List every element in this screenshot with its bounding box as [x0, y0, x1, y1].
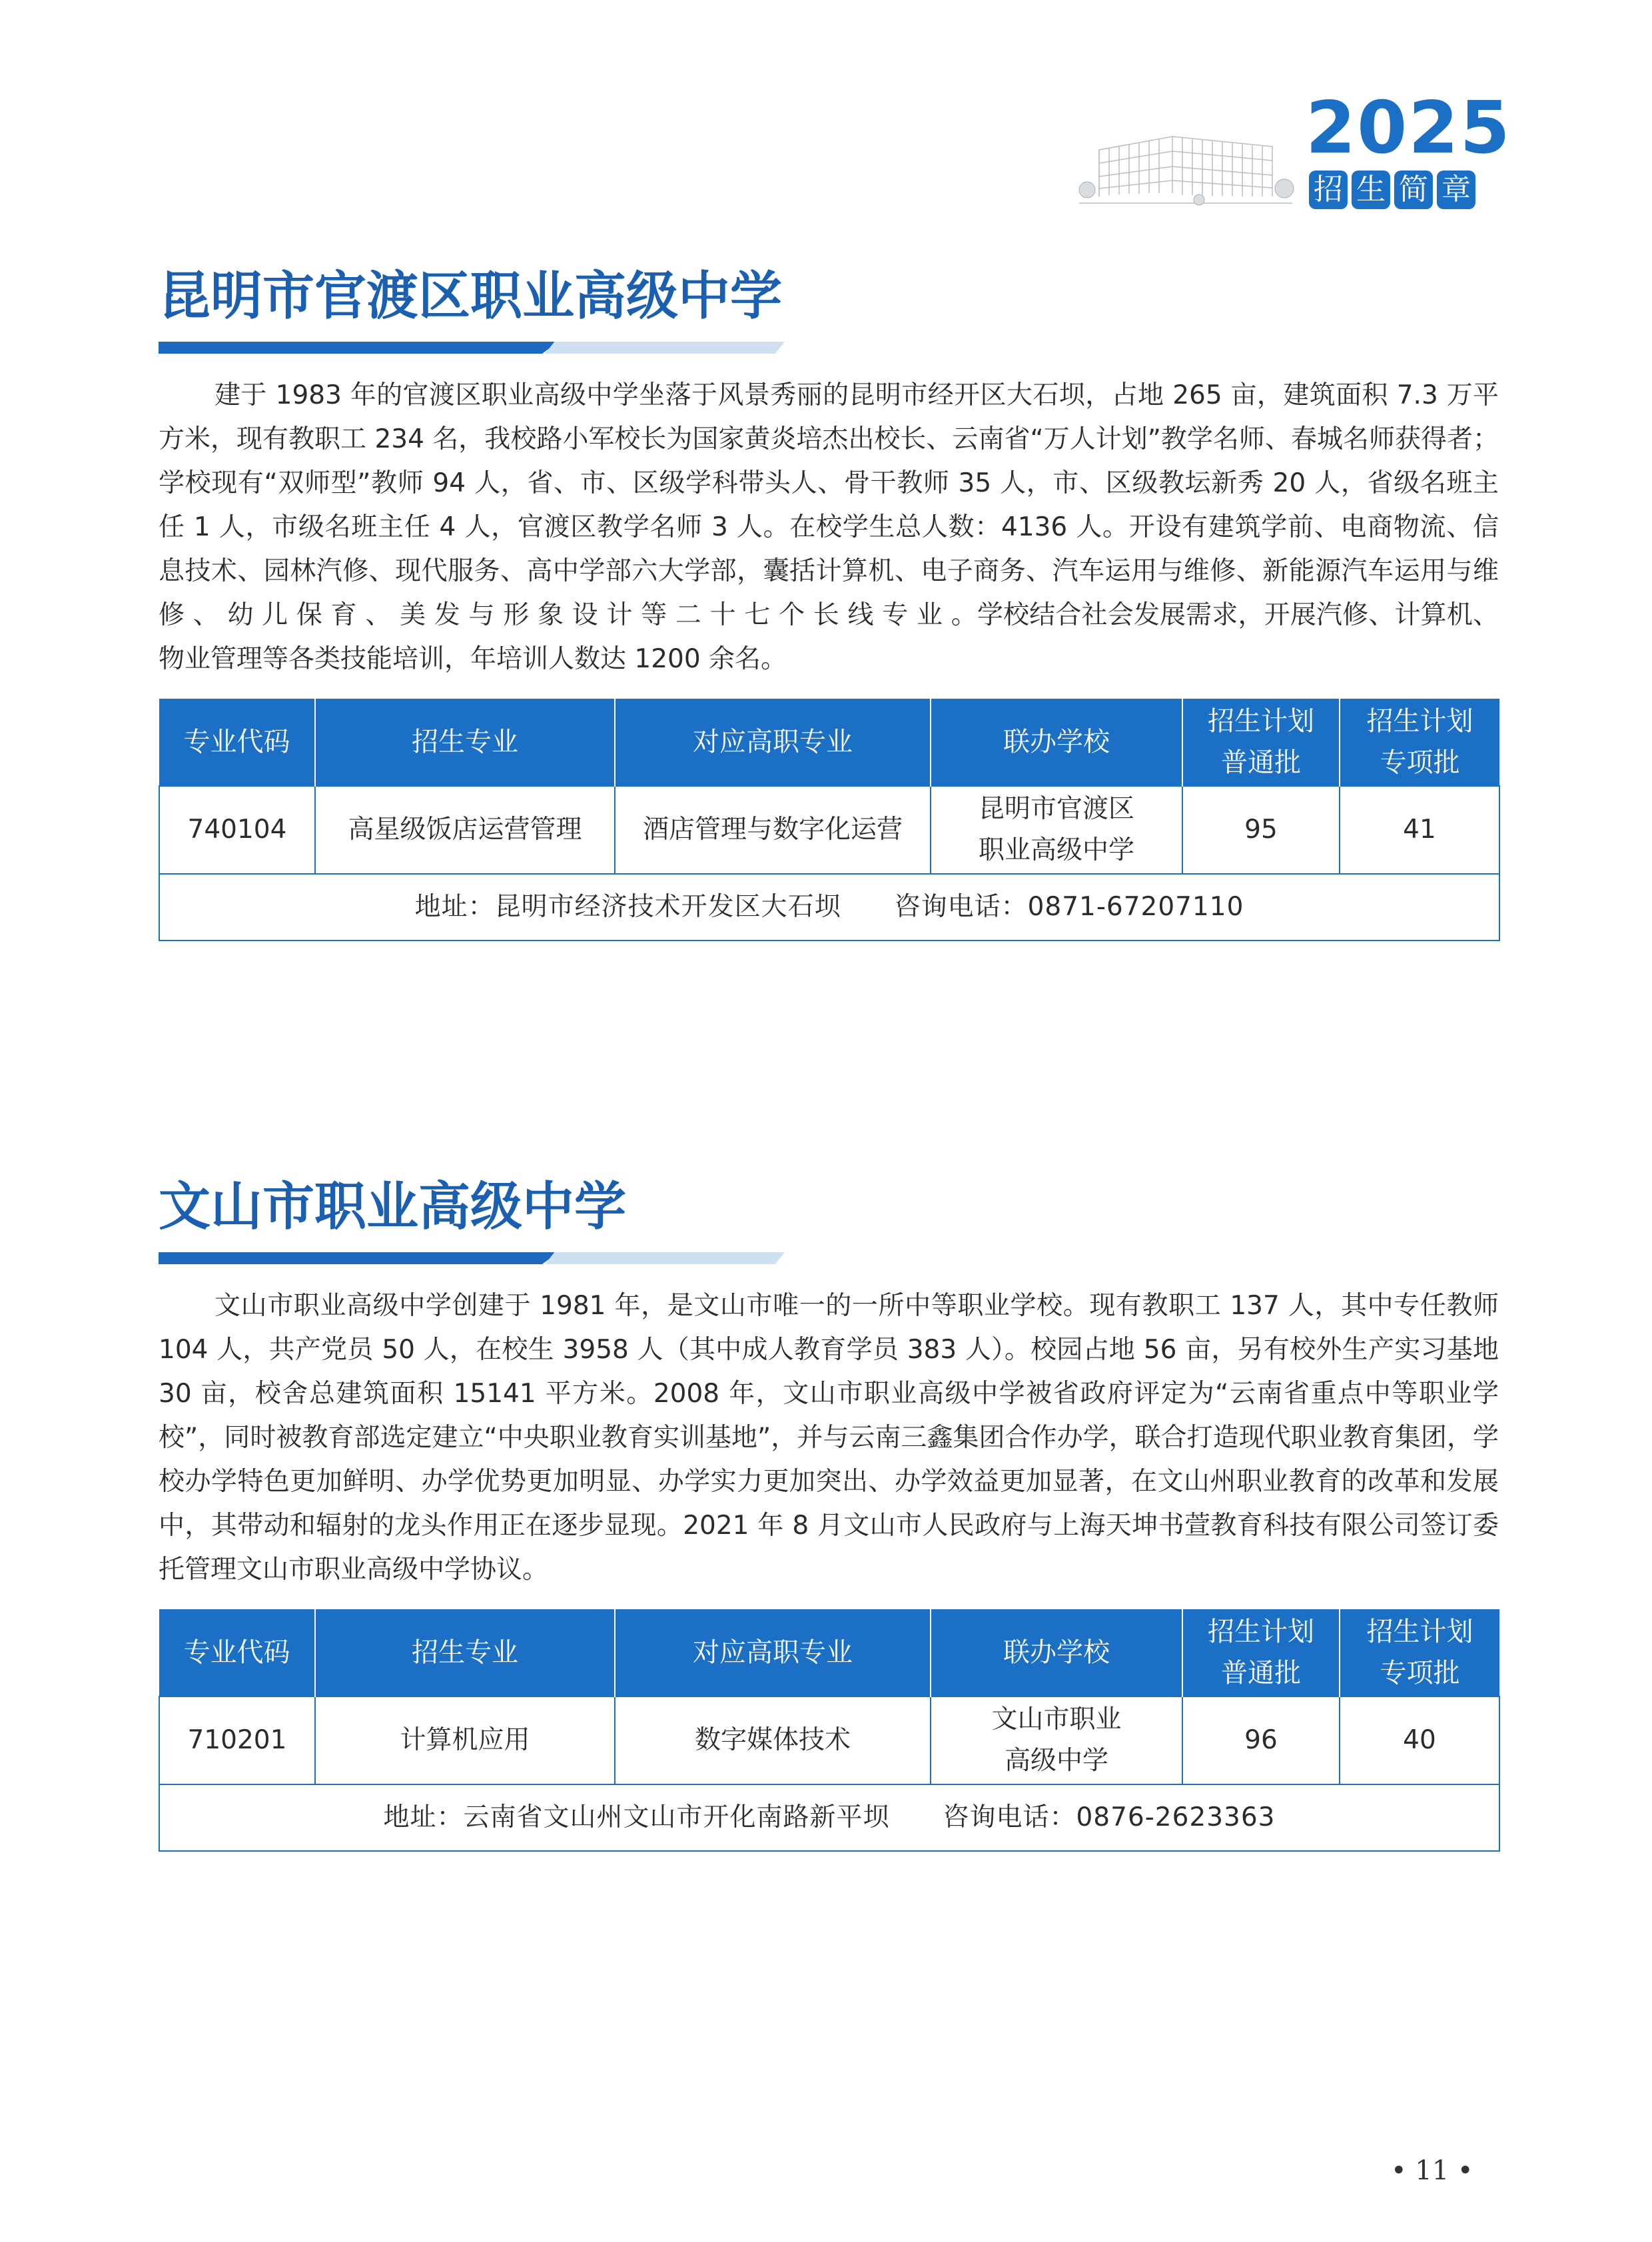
- header-plan-special: [1340, 699, 1499, 786]
- header-cell-text: 联办学校: [1003, 1637, 1110, 1668]
- header-higher-vocational-major: [615, 1609, 931, 1696]
- table-row: [159, 786, 1499, 874]
- header-major-code: [159, 699, 315, 786]
- section-title: 文山市职业高级中学: [159, 1177, 627, 1237]
- address-row: [159, 874, 1499, 940]
- cell-partner-school: [931, 1696, 1182, 1784]
- address-cell: [159, 874, 1499, 940]
- header-partner-school: [931, 1609, 1182, 1696]
- cell-major-code: 740104: [159, 786, 315, 874]
- brochure-tag: 简: [1394, 171, 1433, 209]
- cell-partner-school: [931, 786, 1182, 874]
- cell-major: 高星级饭店运营管理: [315, 786, 615, 874]
- enrollment-table: [159, 1609, 1500, 1852]
- header-cell-text: 对应高职专业: [693, 727, 853, 757]
- cell-text: 文山市职业 高级中学: [991, 1704, 1122, 1776]
- table-header-row: [159, 1609, 1499, 1696]
- header-cell-text: 招生专业: [412, 727, 518, 757]
- school-intro: 文山市职业高级中学创建于 1981 年，是文山市唯一的一所中等职业学校。现有教职工 137 人，其中专任教师 104 人，共产党员 50 人，在校生 3958 人（其中成人教育学员 383 人）。校园占地 56 亩，另有校外生产实习基地 30 亩，校舍总建筑面积 15141 平方米。2008 年，文山市职业高级中学被省政府评定为“云南省重点中等职业学校”，同时被教育部选定建立“中央职业教育实训基地”，并与云南三鑫集团合作办学，联合打造现代职业教育集团，学校办学特色更加鲜明、办学优势更加明显、办学实力更加突出、办学效益更加显著，在文山州职业教育的改革和发展中，其带动和辐射的龙头作用正在逐步显现。2021 年 8 月文山市人民政府与上海天坤书萱教育科技有限公司签订委托管理文山市职业高级中学协议。: [159, 1291, 1499, 1585]
- campus-building-illustration: [1072, 110, 1299, 210]
- header-major: [315, 699, 615, 786]
- header-cell-text: 专业代码: [183, 727, 290, 757]
- header-partner-school: [931, 699, 1182, 786]
- cell-major-code: 710201: [159, 1696, 315, 1784]
- school-address: 地址：昆明市经济技术开发区大石坝: [414, 892, 841, 922]
- brochure-tag: 招: [1309, 171, 1348, 209]
- underline-dark-bar: [159, 1252, 558, 1264]
- address-row: [159, 1784, 1499, 1851]
- header-plan-regular: [1182, 699, 1340, 786]
- cell-higher-vocational-major: 数字媒体技术: [615, 1696, 931, 1784]
- cell-plan-regular: 95: [1182, 786, 1340, 874]
- table-header-row: [159, 699, 1499, 786]
- school-phone: 咨询电话：0876-2623363: [943, 1802, 1276, 1832]
- header-major: [315, 1609, 615, 1696]
- brochure-year: 2025: [1306, 87, 1511, 170]
- school-section-wenshan: [159, 1174, 1499, 1852]
- brochure-tag-group: [1309, 171, 1475, 212]
- school-intro: 建于 1983 年的官渡区职业高级中学坐落于风景秀丽的昆明市经开区大石坝，占地 265 亩，建筑面积 7.3 万平方米，现有教职工 234 名，我校路小军校长为国家黄炎培杰出校长、云南省“万人计划”教学名师、春城名师获得者；学校现有“双师型”教师 94 人，省、市、区级学科带头人、骨干教师 35 人，市、区级教坛新秀 20 人，省级名班主任 1 人，市级名班主任 4 人，官渡区教学名师 3 人。在校学生总人数：4136 人。开设有建筑学前、电商物流、信息技术、园林汽修、现代服务、高中学部六大学部，囊括计算机、电子商务、汽车运用与维修、新能源汽车运用与维 修 、 幼 儿 保 育 、 美 发 与 形 象 设 计 等 二 十 七 个 长 线 专 业 。学校结合社会发展需求，开展汽修、计算机、物业管理等各类技能培训，年培训人数达 1200 余名。: [159, 380, 1499, 674]
- address-cell: [159, 1784, 1499, 1851]
- section-title: 昆明市官渡区职业高级中学: [159, 266, 783, 326]
- header-cell-text: 招生计划 专项批: [1366, 706, 1473, 778]
- school-phone: 咨询电话：0871-67207110: [894, 892, 1244, 922]
- enrollment-table: [159, 699, 1500, 941]
- header-higher-vocational-major: [615, 699, 931, 786]
- header-cell-text: 招生计划 普通批: [1208, 1617, 1314, 1688]
- school-section-guandu: [159, 263, 1499, 941]
- cell-plan-special: 41: [1340, 786, 1499, 874]
- header-plan-regular: [1182, 1609, 1340, 1696]
- underline-dark-bar: [159, 342, 558, 354]
- header-major-code: [159, 1609, 315, 1696]
- header-cell-text: 专业代码: [183, 1637, 290, 1668]
- title-underline: [159, 342, 785, 354]
- page-number: • 11 •: [1391, 2155, 1473, 2186]
- cell-plan-special: 40: [1340, 1696, 1499, 1784]
- cell-text: 昆明市官渡区 职业高级中学: [978, 794, 1134, 865]
- cell-plan-regular: 96: [1182, 1696, 1340, 1784]
- table-row: [159, 1696, 1499, 1784]
- underline-light-bar: [545, 1252, 785, 1264]
- brochure-tag: 章: [1437, 171, 1475, 209]
- cell-higher-vocational-major: 酒店管理与数字化运营: [615, 786, 931, 874]
- title-underline: [159, 1252, 785, 1264]
- header-cell-text: 对应高职专业: [693, 1637, 853, 1668]
- cell-major: 计算机应用: [315, 1696, 615, 1784]
- school-address: 地址：云南省文山州文山市开化南路新平坝: [383, 1802, 890, 1832]
- header-cell-text: 联办学校: [1003, 727, 1110, 757]
- underline-light-bar: [545, 342, 785, 354]
- header-cell-text: 招生专业: [412, 1637, 518, 1668]
- header-plan-special: [1340, 1609, 1499, 1696]
- header-cell-text: 招生计划 专项批: [1366, 1617, 1473, 1688]
- header-cell-text: 招生计划 普通批: [1208, 706, 1314, 778]
- brochure-tag: 生: [1352, 171, 1390, 209]
